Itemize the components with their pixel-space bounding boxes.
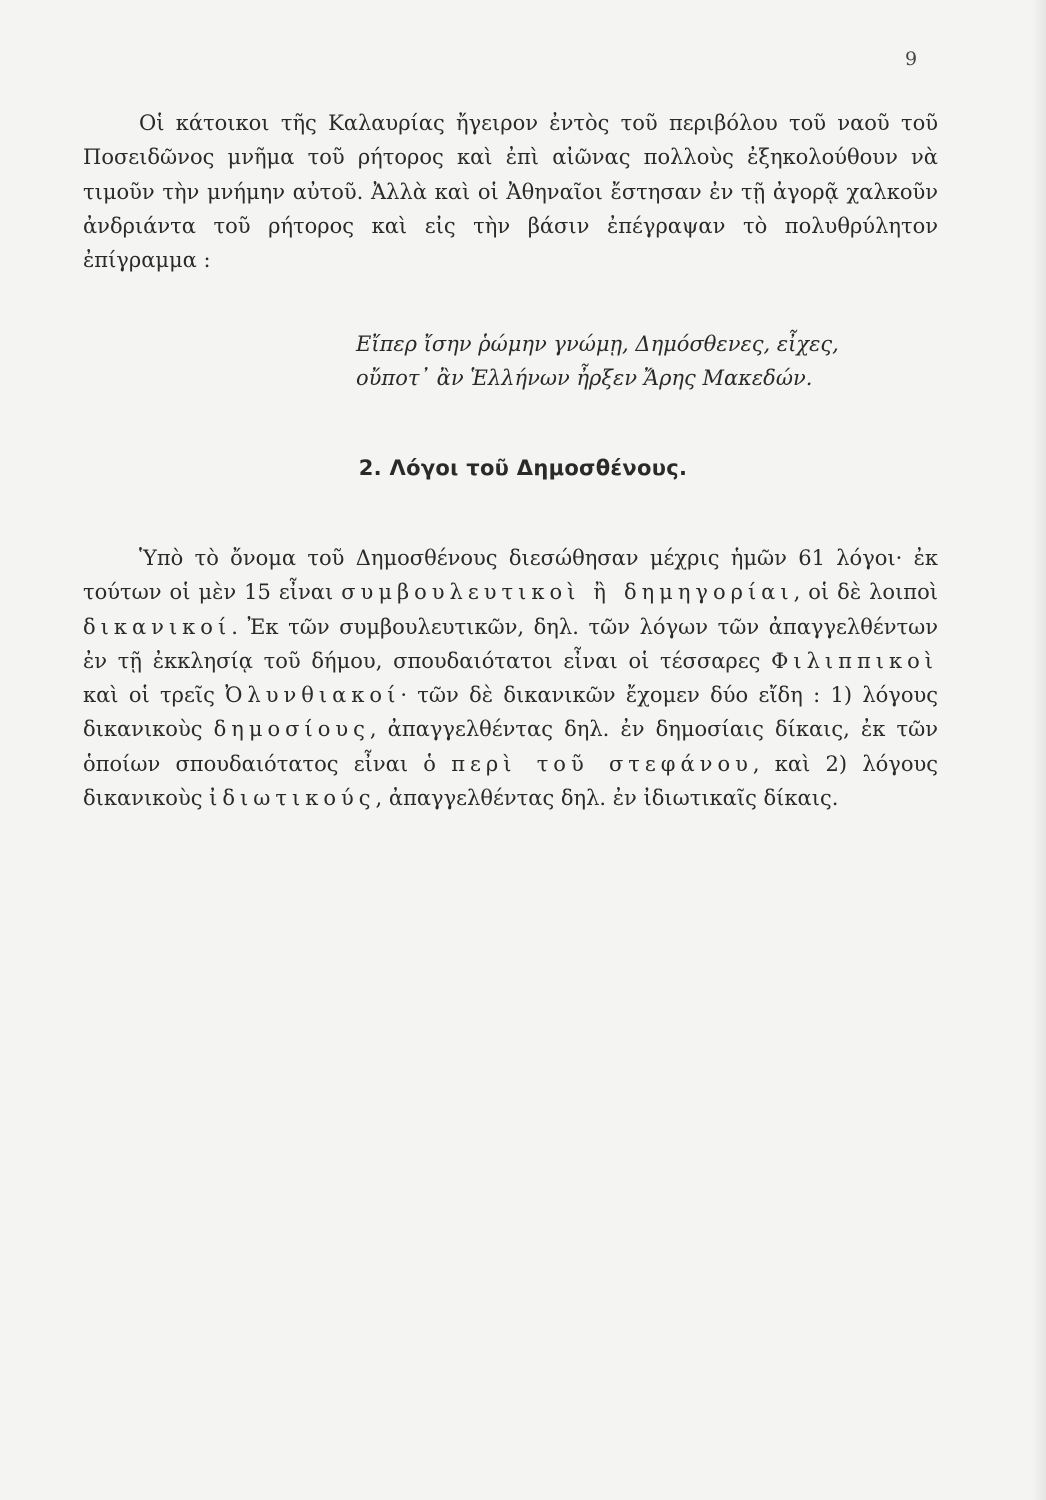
paragraph-kalauria-monument: Οἱ κάτοικοι τῆς Καλαυρίας ἤγειρον ἐντὸς τοῦ περιβόλου τοῦ ναοῦ τοῦ Ποσειδῶνος μνῆμα τοῦ ρήτορος καὶ ἐπὶ αἰῶνας πολλοὺς ἐξηκολούθουν νὰ τιμοῦν τὴν μνήμην αὐτοῦ. Ἀλλὰ καὶ οἱ Ἀθηναῖοι ἔστησαν ἐν τῇ ἀγορᾷ χαλκοῦν ἀνδριάντα τοῦ ρήτορος καὶ εἰς τὴν βάσιν ἐπέγραψαν τὸ πολυθρύλητον ἐπίγραμμα : [83, 111, 938, 273]
term-dikanikoi: δικανικοί [83, 614, 232, 639]
speeches-text-4: καὶ οἱ τρεῖς [83, 683, 226, 708]
epigram [356, 327, 839, 395]
term-peri-stephanou: περὶ τοῦ στεφάνου [451, 751, 753, 776]
speeches-text-6: , ἀπαγγελθέντας δηλ. ἐν δημοσίαις δίκαις, ἐκ τῶν ὁποίων σπουδαιότατος εἶναι ὁ [83, 717, 938, 776]
paragraph-speeches [83, 541, 938, 815]
speeches-text-8: , ἀπαγγελθέντας δηλ. ἐν ἰδιωτικαῖς δίκαις. [375, 786, 839, 811]
speeches-text-1: Ὑπὸ τὸ ὄνομα τοῦ Δημοσθένους διεσώθησαν μέχρις ἡμῶν 61 λόγοι· ἐκ τούτων οἱ μὲν 15 εἶναι [83, 546, 938, 605]
page-edge-shadow [1032, 0, 1046, 1500]
term-idiotikous: ἰδιωτικούς [209, 786, 376, 811]
section-heading: 2. Λόγοι τοῦ Δημοσθένους. [358, 456, 688, 480]
term-olynthiakoi: Ὀλυνθιακοί [225, 683, 401, 708]
epigram-line-1: Εἴπερ ἴσην ῥώμην γνώμῃ, Δημόσθενες, εἶχες, [356, 332, 839, 356]
speeches-text-7: , καὶ 2) λόγους δικανικοὺς [83, 751, 939, 811]
page-number: 9 [905, 48, 918, 70]
term-demosious: δημοσίους [213, 717, 370, 742]
speeches-text-2: , οἱ δὲ λοιποὶ [793, 580, 938, 605]
term-symbouleutikoi: συμβουλευτικοὶ ἢ δημηγορίαι [341, 580, 794, 605]
term-philippikoi: Φιλιππικοὶ [771, 648, 938, 673]
speeches-text-3: . Ἐκ τῶν συμβουλευτικῶν, δηλ. τῶν λόγων τῶν ἀπαγγελθέντων ἐν τῇ ἐκκλησίᾳ τοῦ δήμου, σπουδαιότατοι εἶναι οἱ τέσσαρες [83, 614, 938, 673]
epigram-line-2: οὔποτ᾽ ἂν Ἑλλήνων ἦρξεν Ἄρης Μακεδών. [356, 366, 813, 390]
speeches-text-5: · τῶν δὲ δικανικῶν ἔχομεν δύο εἴδη : 1) λόγους δικανικοὺς [83, 683, 939, 742]
